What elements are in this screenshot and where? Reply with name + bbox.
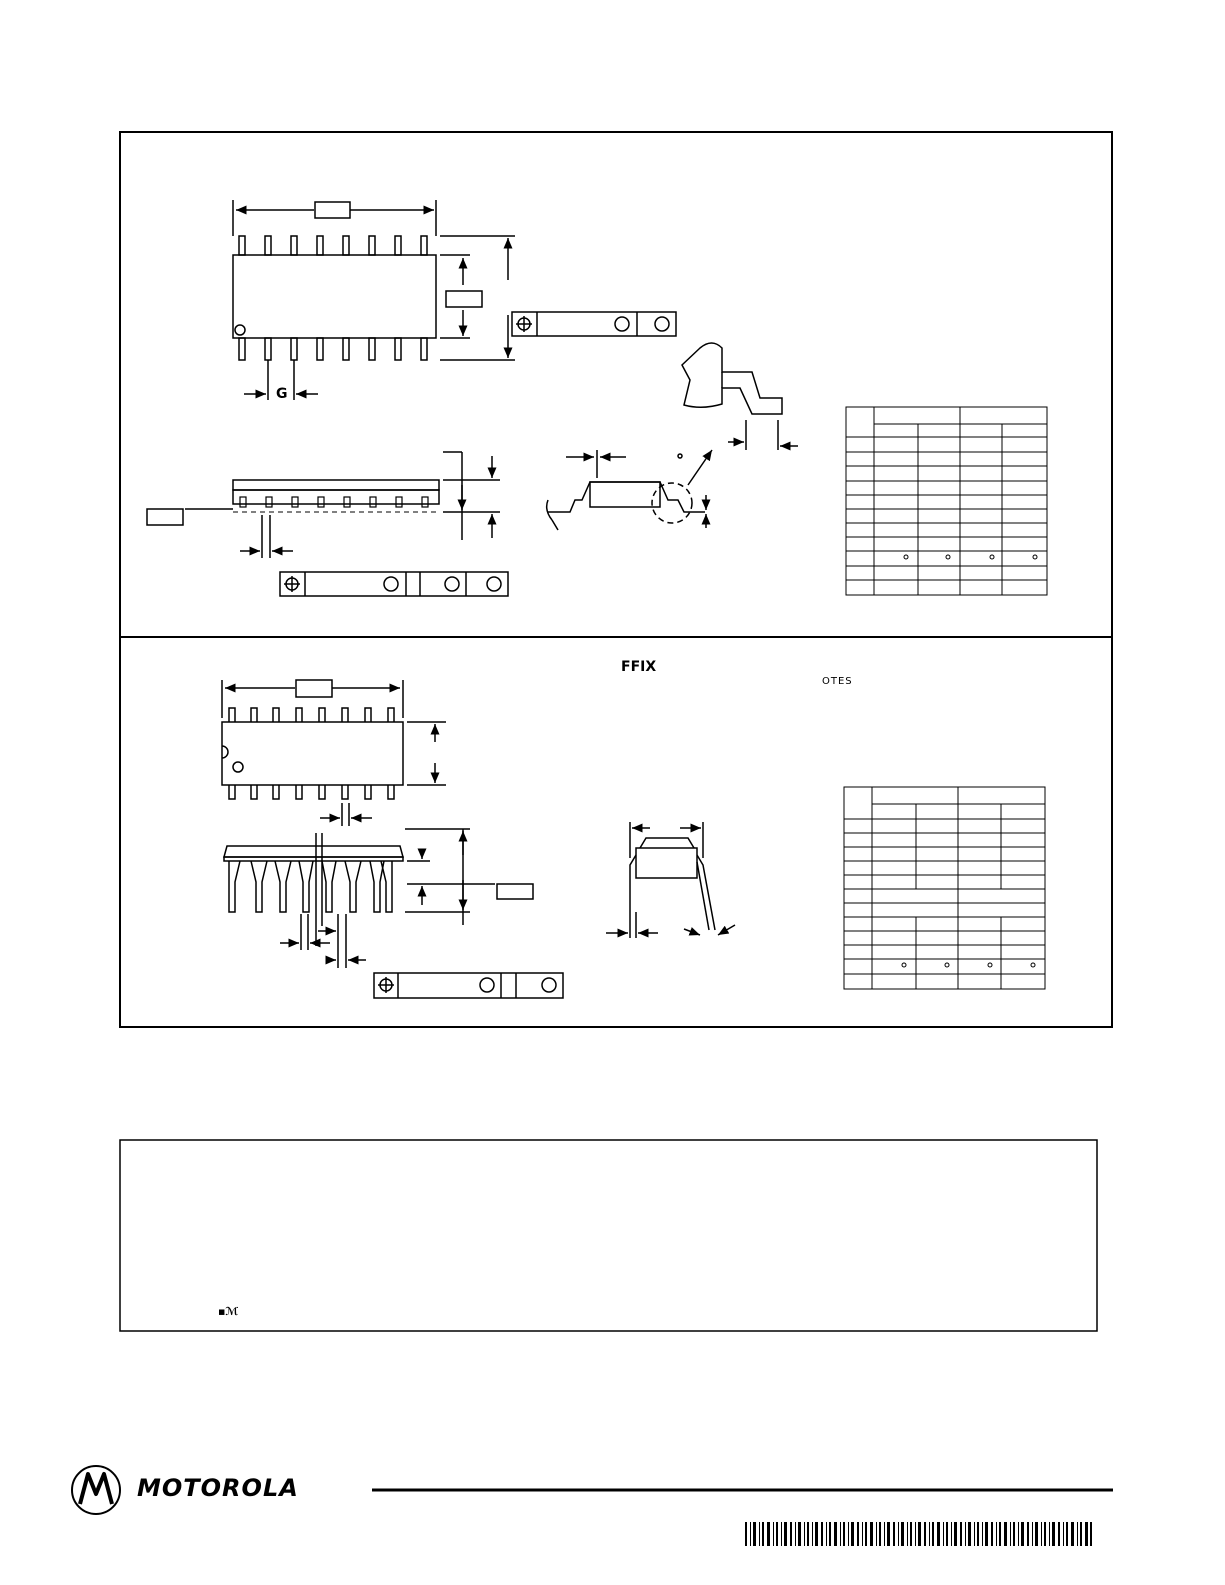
soic-dimension-table [846, 407, 1047, 595]
suffix-heading: FFIX [621, 659, 657, 675]
signature-mark: ▪ℳ [218, 1305, 239, 1318]
barcode-icon [745, 1522, 1092, 1546]
soic-top-view [233, 200, 676, 400]
soic-lead-detail [682, 343, 798, 450]
motorola-logo-icon [72, 1466, 120, 1514]
package-frame-top [120, 132, 1112, 637]
soic-end-view [547, 450, 712, 530]
notice-frame [120, 1140, 1097, 1331]
dip-dimension-table [844, 787, 1045, 989]
g-dimension-label: G [276, 386, 288, 402]
motorola-wordmark: MOTOROLA [137, 1474, 299, 1502]
notes-fragment: OTES [822, 676, 853, 687]
soic-side-view [147, 452, 508, 596]
dip-side-view [224, 829, 563, 998]
dip-top-view [222, 680, 446, 826]
package-frame-bottom [120, 637, 1112, 1027]
dip-end-view [606, 822, 735, 938]
